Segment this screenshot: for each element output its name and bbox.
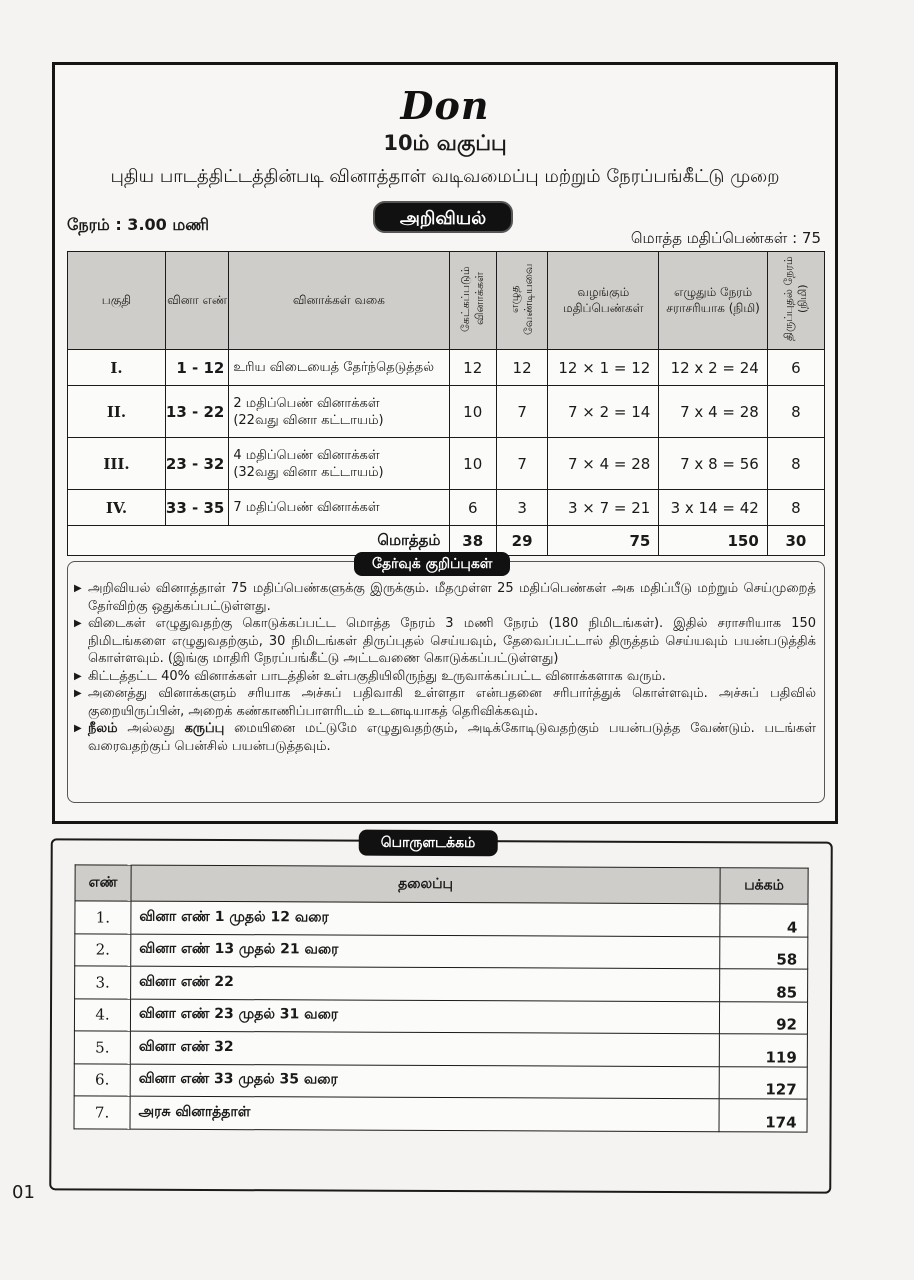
toc-number: 7. — [74, 1096, 130, 1129]
marks-cell: 7 × 4 = 28 — [548, 438, 659, 490]
column-header — [767, 252, 824, 350]
marks-cell: 7 × 2 = 14 — [548, 386, 659, 438]
marks-cell: 12 × 1 = 12 — [548, 350, 659, 386]
toc-topic[interactable]: வினா எண் 23 முதல் 31 வரை — [130, 999, 719, 1034]
revision-cell: 8 — [767, 438, 824, 490]
exam-duration: நேரம் : 3.00 மணி — [67, 215, 210, 234]
to-write-cell: 7 — [496, 386, 547, 438]
note-item — [74, 615, 816, 668]
toc-number: 4. — [74, 998, 130, 1031]
write-time-cell: 3 x 14 = 42 — [659, 490, 767, 526]
total-marks-cell: 75 — [548, 526, 659, 556]
toc-topic[interactable]: வினா எண் 22 — [131, 966, 720, 1001]
toc-row[interactable] — [74, 998, 807, 1034]
toc-topic[interactable]: வினா எண் 1 முதல் 12 வரை — [131, 901, 720, 936]
question-type-text: உரிய விடையைத் தேர்ந்தெடுத்தல் — [233, 360, 435, 375]
column-header: எழுதும் நேரம் சராசரியாக (நிமி) — [659, 252, 767, 350]
note-text: அல்லது — [117, 721, 185, 736]
column-header: வினாக்கள் வகை — [229, 252, 449, 350]
write-time-cell: 7 x 8 = 56 — [659, 438, 767, 490]
column-header — [496, 252, 547, 350]
column-header-text: திருப்புதல் நேரம் (நிமி) — [781, 256, 809, 342]
note-item — [74, 720, 816, 755]
revision-cell: 8 — [767, 490, 824, 526]
toc-number: 1. — [75, 901, 131, 934]
toc-row[interactable] — [75, 966, 808, 1002]
asked-cell: 10 — [449, 438, 496, 490]
question-type-cell — [229, 350, 449, 386]
toc-number: 6. — [74, 1063, 130, 1096]
toc-row[interactable] — [75, 933, 808, 969]
toc-page: 58 — [720, 936, 808, 969]
column-header-text: எழுத வேண்டியவை — [508, 263, 536, 335]
table-header-row — [68, 252, 825, 350]
note-text: அனைத்து வினாக்களும் சரியாக அச்சுப் பதிவாகி உள்ளதா என்பதனை சரிபார்த்துக் கொள்ளவும். அச்சுப் பதிவில் குறையிருப்பின், அறைக் கண்காணிப்பாளரிடம் உடனடியாகத் தெரிவிக்கவும். — [88, 686, 816, 719]
triangle-right-icon: ▶ — [74, 670, 82, 682]
triangle-right-icon: ▶ — [74, 723, 82, 734]
part-cell: III. — [68, 438, 166, 490]
question-type-text: 4 மதிப்பெண் வினாக்கள் — [233, 447, 380, 463]
toc-table — [74, 864, 809, 1132]
total-revision: 30 — [767, 526, 824, 556]
toc-topic[interactable]: வினா எண் 13 முதல் 21 வரை — [131, 934, 720, 969]
total-label: மொத்தம் — [68, 526, 450, 556]
table-row — [68, 490, 825, 526]
note-item — [74, 685, 816, 720]
part-cell: II. — [68, 386, 166, 438]
toc-number: 3. — [75, 966, 131, 999]
marks-cell: 3 × 7 = 21 — [548, 490, 659, 526]
toc-row[interactable] — [74, 1096, 807, 1132]
to-write-cell: 7 — [496, 438, 547, 490]
toc-row[interactable] — [75, 901, 808, 937]
subject-badge: அறிவியல் — [373, 201, 513, 233]
question-range-cell: 13 - 22 — [165, 386, 228, 438]
asked-cell: 6 — [449, 490, 496, 526]
triangle-right-icon: ▶ — [74, 618, 82, 629]
asked-cell: 10 — [449, 386, 496, 438]
to-write-cell: 12 — [496, 350, 547, 386]
note-bold-black: கருப்பு — [184, 721, 225, 736]
column-header-text: கேட்கப்படும் வினாக்கள் — [458, 266, 486, 332]
toc-page: 174 — [719, 1099, 807, 1132]
toc-topic[interactable]: அரசு வினாத்தாள் — [130, 1096, 719, 1131]
toc-row[interactable] — [74, 1031, 807, 1067]
question-type-cell — [229, 438, 449, 490]
column-header: வழங்கும் மதிப்பெண்கள் — [548, 252, 659, 350]
table-row — [68, 438, 825, 490]
question-range-cell: 23 - 32 — [165, 438, 228, 490]
toc-page: 127 — [719, 1066, 807, 1099]
table-row — [68, 386, 825, 438]
asked-cell: 12 — [449, 350, 496, 386]
column-header: தலைப்பு — [131, 865, 720, 904]
note-bold-blue: நீலம் — [88, 721, 118, 736]
exam-notes-title: தேர்வுக் குறிப்புகள் — [354, 552, 510, 576]
note-item — [74, 668, 816, 686]
toc-page: 119 — [719, 1034, 807, 1067]
question-type-text: 7 மதிப்பெண் வினாக்கள் — [233, 500, 380, 515]
page-number: 01 — [12, 1182, 35, 1203]
note-text: விடைகள் எழுதுவதற்கு கொடுக்கப்பட்ட மொத்த நேரம் 3 மணி நேரம் (180 நிமிடங்கள்). இதில் சராசரியாக 150 நிமிடங்களை எழுதுவதற்கும், 30 நிமிடங்கள் திருப்புதல் செய்யவும், தேவைப்பட்டால் திருத்தம் செய்யவும் பயன்படுத்திக் கொள்ளவும். (இங்கு மாதிரி நேரப்பங்கீட்டு அட்டவணை கொடுக்கப்பட்டுள்ளது) — [88, 616, 816, 666]
note-text: கிட்டத்தட்ட 40% வினாக்கள் பாடத்தின் உள்பகுதியிலிருந்து உருவாக்கப்பட்ட வினாக்களாக வரும். — [88, 668, 666, 684]
note-text: அறிவியல் வினாத்தாள் 75 மதிப்பெண்களுக்கு இருக்கும். மீதமுள்ள 25 மதிப்பெண்கள் அக மதிப்பீடு மற்றும் செய்முறைத் தேர்விற்கு ஒதுக்கப்பட்டுள்ளது. — [88, 581, 816, 614]
column-header: வினா எண் — [165, 252, 228, 350]
write-time-cell: 7 x 4 = 28 — [659, 386, 767, 438]
question-type-text: 2 மதிப்பெண் வினாக்கள் — [233, 395, 380, 411]
question-type-cell — [229, 490, 449, 526]
toc-number: 5. — [74, 1031, 130, 1064]
column-header: எண் — [75, 865, 131, 901]
question-type-note: (22வது வினா கட்டாயம்) — [233, 412, 384, 428]
question-range-cell: 33 - 35 — [165, 490, 228, 526]
total-asked: 38 — [449, 526, 496, 556]
toc-page: 85 — [720, 969, 808, 1002]
part-cell: IV. — [68, 490, 166, 526]
exam-notes-box — [67, 556, 825, 803]
toc-topic[interactable]: வினா எண் 33 முதல் 35 வரை — [130, 1064, 719, 1099]
column-header — [449, 252, 496, 350]
toc-page: 4 — [720, 904, 808, 937]
total-row — [68, 526, 825, 556]
table-row — [68, 350, 825, 386]
question-type-note: (32வது வினா கட்டாயம்) — [233, 464, 384, 480]
brand-logo: Don — [400, 83, 490, 128]
total-write-time: 150 — [659, 526, 767, 556]
revision-cell: 6 — [767, 350, 824, 386]
question-range-cell: 1 - 12 — [165, 350, 228, 386]
total-marks: மொத்த மதிப்பெண்கள் : 75 — [630, 229, 821, 247]
blueprint-frame — [52, 62, 838, 824]
column-header: பக்கம் — [720, 868, 808, 904]
triangle-right-icon: ▶ — [74, 688, 82, 699]
toc-title: பொருளடக்கம் — [359, 830, 498, 857]
grade-heading: 10ம் வகுப்பு — [383, 131, 507, 155]
page-subtitle: புதிய பாடத்திட்டத்தின்படி வினாத்தாள் வடிவமைப்பு மற்றும் நேரப்பங்கீட்டு முறை — [110, 166, 780, 187]
note-text: மையினை மட்டுமே எழுதுவதற்கும், அடிக்கோடிடுவதற்கும் பயன்படுத்த வேண்டும். படங்கள் வரைவதற்குப் பென்சில் பயன்படுத்தவும். — [88, 721, 816, 754]
table-of-contents-frame — [49, 834, 833, 1193]
toc-page: 92 — [719, 1001, 807, 1034]
column-header: பகுதி — [68, 252, 166, 350]
triangle-right-icon: ▶ — [74, 583, 82, 594]
toc-number: 2. — [75, 933, 131, 966]
exam-notes-list — [74, 580, 816, 755]
total-to-write: 29 — [496, 526, 547, 556]
write-time-cell: 12 x 2 = 24 — [659, 350, 767, 386]
toc-header-row — [75, 865, 808, 904]
blueprint-table — [67, 251, 825, 556]
part-cell: I. — [68, 350, 166, 386]
toc-row[interactable] — [74, 1063, 807, 1099]
revision-cell: 8 — [767, 386, 824, 438]
toc-topic[interactable]: வினா எண் 32 — [130, 1031, 719, 1066]
note-item — [74, 580, 816, 615]
question-type-cell — [229, 386, 449, 438]
to-write-cell: 3 — [496, 490, 547, 526]
